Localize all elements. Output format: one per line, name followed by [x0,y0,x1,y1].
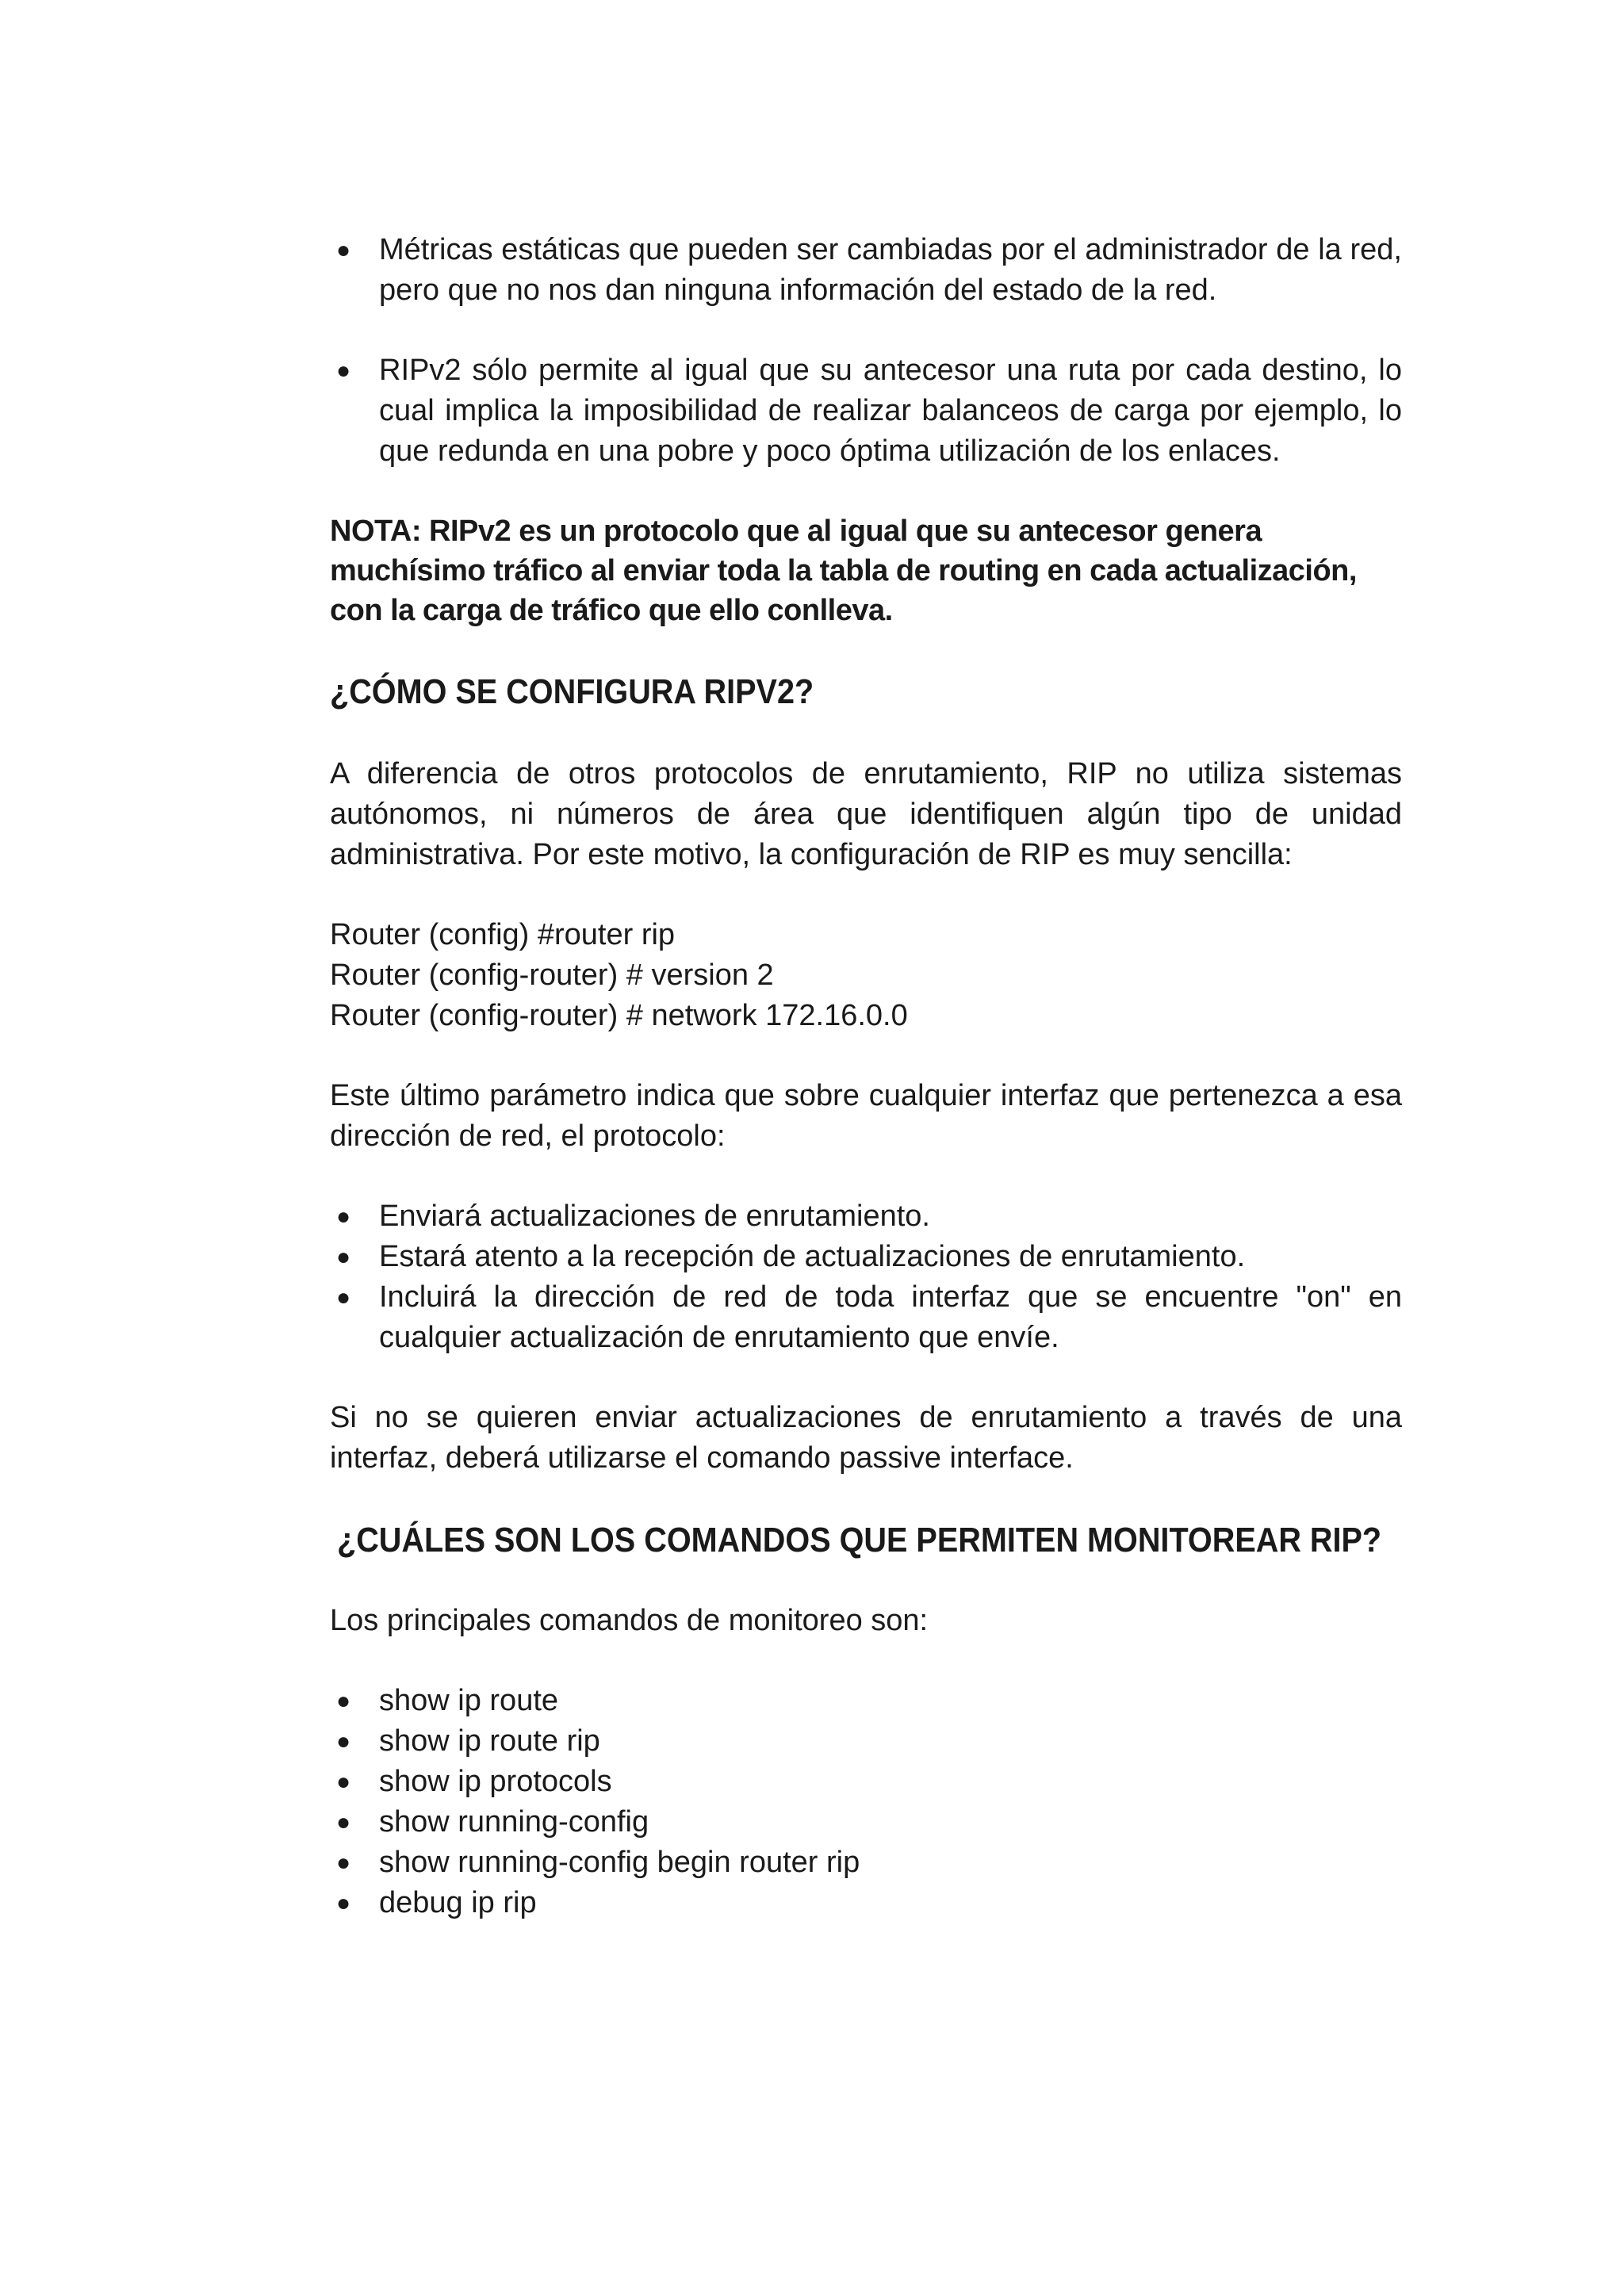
protocol-actions-list [330,1196,1402,1358]
passive-interface-paragraph: Si no se quieren enviar actualizaciones de enrutamiento a través de una interfaz, deberá utilizarse el comando passive interface. [330,1401,1402,1475]
list-item [330,1681,1402,1721]
bullet-icon: ● [336,1769,351,1795]
list-item [330,230,1402,311]
list-item [330,1196,1402,1237]
bullet-icon: ● [336,1809,351,1835]
note-paragraph: NOTA: RIPv2 es un protocolo que al igual que su antecesor genera muchísimo tráfico al enviar toda la tabla de routing en cada actualización, con la carga de tráfico que ello conlleva. [330,515,1357,627]
bullet-icon: ● [336,1203,351,1230]
list-item [330,1237,1402,1277]
config-line: Router (config-router) # version 2 [330,959,774,992]
parameter-paragraph: Este último parámetro indica que sobre cualquier interfaz que pertenezca a esa dirección de red, el protocolo: [330,1079,1402,1153]
monitor-commands-list [330,1681,1402,1923]
config-intro-paragraph: A diferencia de otros protocolos de enrutamiento, RIP no utiliza sistemas autónomos, ni números de área que identifiquen algún tipo de unidad administrativa. Por este motivo, la configuración de RIP es muy sencilla: [330,757,1402,871]
bullet-icon: ● [336,358,351,384]
list-item-text: Estará atento a la recepción de actualizaciones de enrutamiento. [379,1240,1246,1273]
bullet-icon: ● [336,1688,351,1714]
section-heading-config: ¿CÓMO SE CONFIGURA RIPV2? [330,672,814,711]
bullet-icon: ● [336,237,351,263]
list-item-text: debug ip rip [379,1886,537,1919]
list-item-text: show ip protocols [379,1765,612,1798]
list-item [330,1802,1402,1843]
list-item-text: show ip route rip [379,1724,600,1758]
list-item-text: show ip route [379,1684,559,1717]
section-heading-monitor: ¿CUÁLES SON LOS COMANDOS QUE PERMITEN MONITOREAR RIP? [337,1521,1382,1559]
list-item-text: Métricas estáticas que pueden ser cambiadas por el administrador de la red, pero que no nos dan ninguna información del estado de la red. [379,233,1402,307]
list-item-text: Incluirá la dirección de red de toda interfaz que se encuentre "on" en cualquier actualización de enrutamiento que envíe. [379,1280,1402,1354]
bullet-icon: ● [336,1244,351,1270]
monitor-intro-paragraph: Los principales comandos de monitoreo son: [330,1604,929,1637]
list-item-text: RIPv2 sólo permite al igual que su antecesor una ruta por cada destino, lo cual implica la imposibilidad de realizar balanceos de carga por ejemplo, lo que redunda en una pobre y poco óptima utilización de los enlaces. [379,354,1402,468]
list-item [330,1762,1402,1802]
limitations-list [330,230,1402,311]
document-page [330,230,1402,1923]
config-line: Router (config-router) # network 172.16.0.0 [330,999,908,1032]
list-item [330,350,1402,472]
list-item-text: show running-config [379,1805,649,1839]
config-line: Router (config) #router rip [330,918,676,951]
list-item [330,1721,1402,1762]
bullet-icon: ● [336,1728,351,1755]
list-item [330,1843,1402,1883]
config-commands [330,915,1402,1036]
bullet-icon: ● [336,1890,351,1916]
list-item-text: show running-config begin router rip [379,1846,860,1879]
bullet-icon: ● [336,1850,351,1876]
bullet-icon: ● [336,1284,351,1311]
list-item [330,1883,1402,1923]
list-item-text: Enviará actualizaciones de enrutamiento. [379,1200,930,1233]
limitations-list-2 [330,350,1402,472]
list-item [330,1277,1402,1358]
